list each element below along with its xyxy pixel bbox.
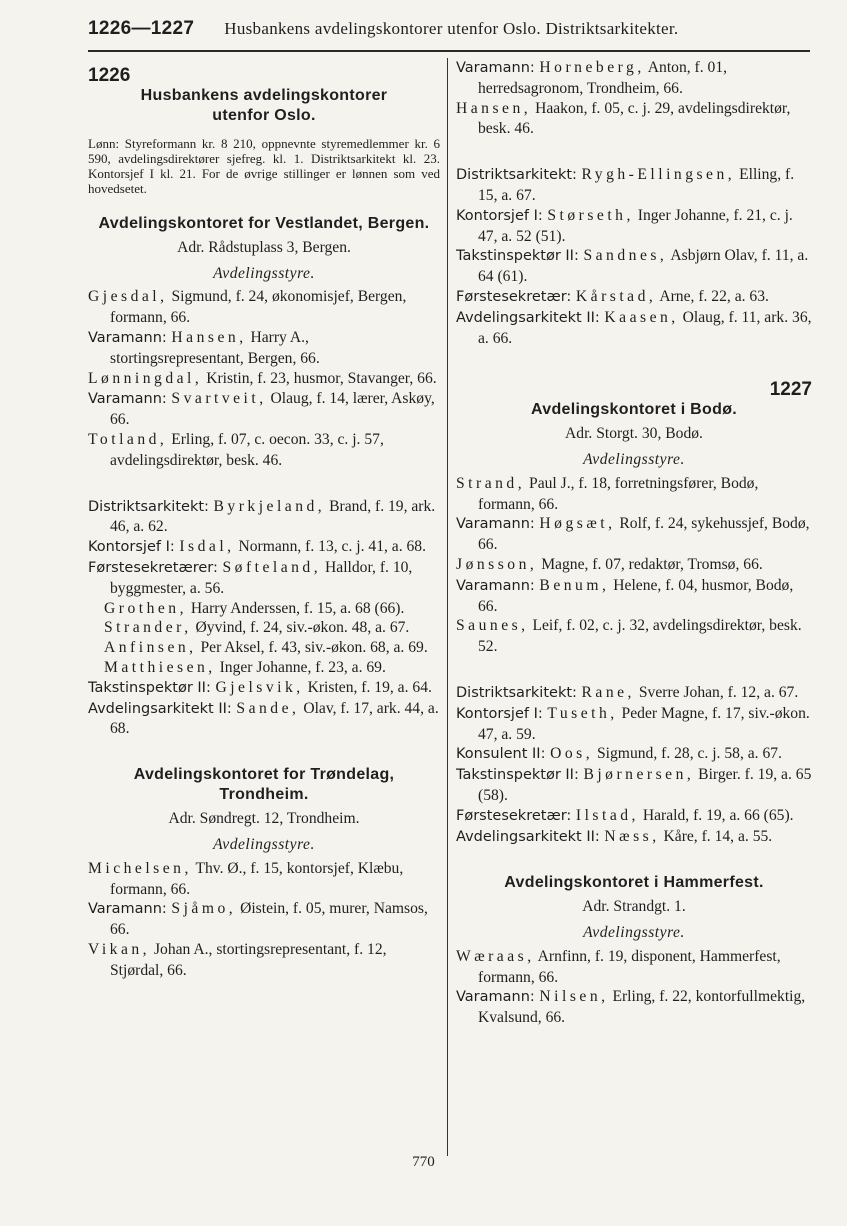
list-item: Varamann: Horneberg, Anton, f. 01, herredsagronom, Trondheim, 66. xyxy=(456,59,728,97)
header-page-range: 1226—1227 xyxy=(88,18,195,39)
list-item: Distriktsarkitekt: Rygh-Ellingsen, Elling, f. 15, a. 67. xyxy=(456,166,795,204)
list-item: Wæraas, Arnfinn, f. 19, disponent, Hammerfest, formann, 66. xyxy=(456,947,781,986)
trondheim-board-heading: Avdelingsstyre. xyxy=(213,835,315,853)
list-item: Gjesdal, Sigmund, f. 24, økonomisjef, Bergen, formann, 66. xyxy=(88,288,407,327)
list-item: Kontorsjef I: Isdal, Normann, f. 13, c. j. 41, a. 68. xyxy=(88,538,426,556)
trondheim-address: Adr. Søndregt. 12, Trondheim. xyxy=(168,810,360,828)
list-item: Strand, Paul J., f. 18, forretningsfører, Bodø, formann, 66. xyxy=(456,474,759,513)
list-item: Førstesekretær: Ilstad, Harald, f. 19, a. 66 (65). xyxy=(456,806,794,824)
bodo-board-heading: Avdelingsstyre. xyxy=(583,450,685,468)
list-item: Avdelingsarkitekt II: Kaasen, Olaug, f. 11, ark. 36, a. 66. xyxy=(456,308,812,347)
bodo-address: Adr. Storgt. 30, Bodø. xyxy=(565,425,703,443)
section-title-line-2: utenfor Oslo. xyxy=(212,106,316,124)
hammerfest-address: Adr. Strandgt. 1. xyxy=(582,898,686,916)
list-item: Jønsson, Magne, f. 07, redaktør, Tromsø, 66. xyxy=(456,555,763,573)
bodo-board-list xyxy=(456,474,812,657)
column-divider xyxy=(447,58,448,1156)
list-item: Avdelingsarkitekt II: Sande, Olav, f. 17, ark. 44, a. 68. xyxy=(88,699,439,738)
list-item: Kontorsjef I: Tuseth, Peder Magne, f. 17, siv.-økon. 47, a. 59. xyxy=(456,704,810,743)
list-item: Konsulent II: Oos, Sigmund, f. 28, c. j. 58, a. 67. xyxy=(456,745,782,763)
list-item: Avdelingsarkitekt II: Næss, Kåre, f. 14, a. 55. xyxy=(456,827,773,845)
list-item: Matthiesen, Inger Johanne, f. 23, a. 69. xyxy=(104,658,386,676)
trondheim-board-list xyxy=(88,859,440,981)
hammerfest-board-heading: Avdelingsstyre. xyxy=(583,924,685,942)
list-item: Totland, Erling, f. 07, c. oecon. 33, c. j. 57, avdelingsdirektør, besk. 46. xyxy=(88,430,384,469)
bergen-heading: Avdelingskontoret for Vestlandet, Bergen. xyxy=(98,214,430,232)
section-number-1226: 1226 xyxy=(88,65,131,86)
header-rule xyxy=(88,50,810,52)
running-header xyxy=(88,18,810,40)
left-column xyxy=(88,58,440,981)
trondheim-heading-line-2: Trondheim. xyxy=(219,786,309,804)
section-title-line-1: Husbankens avdelingskontorer xyxy=(140,86,388,104)
header-title: Husbankens avdelingskontorer utenfor Oslo. Distriktsarkitekter. xyxy=(224,19,679,38)
bergen-board-list xyxy=(88,287,440,470)
list-item: Varamann: Nilsen, Erling, f. 22, kontorfullmektig, Kvalsund, 66. xyxy=(456,988,806,1027)
bergen-address: Adr. Rådstuplass 3, Bergen. xyxy=(177,238,351,256)
hammerfest-heading: Avdelingskontoret i Hammerfest. xyxy=(504,874,764,892)
bodo-staff-list xyxy=(456,683,812,847)
list-item: Kontorsjef I: Størseth, Inger Johanne, f. 21, c. j. 47, a. 52 (51). xyxy=(456,206,793,245)
hammerfest-board-list xyxy=(456,947,812,1028)
list-item: Varamann: Benum, Helene, f. 04, husmor, Bodø, 66. xyxy=(456,576,794,615)
list-item: Lønningdal, Kristin, f. 23, husmor, Stavanger, 66. xyxy=(88,369,437,387)
trondheim-heading-line-1: Avdelingskontoret for Trøndelag, xyxy=(133,766,395,784)
list-item: Takstinspektør II: Bjørnersen, Birger. f. 19, a. 65 (58). xyxy=(456,766,812,804)
salary-note: Lønn: Styreformann kr. 8 210, oppnevnte styremedlemmer kr. 6 590, avdelingsdirektører sjefreg. kl. 1. Distriktsarkitekt kl. 23. Kontorsjef I kl. 21. For de øvrige stillinger er lønnen som ved hovedsetet. xyxy=(88,135,440,196)
list-item: Takstinspektør II: Gjelsvik, Kristen, f. 19, a. 64. xyxy=(88,678,432,696)
right-column xyxy=(456,58,812,1028)
list-item: Varamann: Høgsæt, Rolf, f. 24, sykehussjef, Bodø, 66. xyxy=(456,515,810,554)
list-item: Anfinsen, Per Aksel, f. 43, siv.-økon. 68, a. 69. xyxy=(104,639,428,657)
bodo-heading: Avdelingskontoret i Bodø. xyxy=(530,401,738,419)
section-number-1227: 1227 xyxy=(769,379,812,401)
list-item: Varamann: Sjåmo, Øistein, f. 05, murer, Namsos, 66. xyxy=(88,900,428,939)
trondheim-staff-list xyxy=(456,165,812,348)
page-number: 770 xyxy=(412,1154,435,1170)
list-item: Vikan, Johan A., stortingsrepresentant, f. 12, Stjørdal, 66. xyxy=(88,940,387,979)
list-item: Distriktsarkitekt: Byrkjeland, Brand, f. 19, ark. 46, a. 62. xyxy=(88,497,436,536)
list-item: Hansen, Haakon, f. 05, c. j. 29, avdelingsdirektør, besk. 46. xyxy=(456,99,791,138)
trondheim-board-continued xyxy=(456,58,812,139)
list-item: Grothen, Harry Anderssen, f. 15, a. 68 (66). xyxy=(104,599,405,617)
list-item: Førstesekretærer: Søfteland, Halldor, f. 10, byggmester, a. 56. xyxy=(88,558,413,597)
list-item: Strander, Øyvind, f. 24, siv.-økon. 48, a. 67. xyxy=(104,619,410,637)
list-item: Førstesekretær: Kårstad, Arne, f. 22, a. 63. xyxy=(456,287,769,305)
bergen-staff-list xyxy=(88,497,440,740)
list-item: Varamann: Svartveit, Olaug, f. 14, lærer, Askøy, 66. xyxy=(88,390,435,429)
list-item: Michelsen, Thv. Ø., f. 15, kontorsjef, Klæbu, formann, 66. xyxy=(88,859,404,898)
bergen-board-heading: Avdelingsstyre. xyxy=(213,264,315,282)
list-item: Distriktsarkitekt: Rane, Sverre Johan, f. 12, a. 67. xyxy=(456,683,799,701)
list-item: Saunes, Leif, f. 02, c. j. 32, avdelingsdirektør, besk. 52. xyxy=(456,617,802,656)
list-item: Takstinspektør II: Sandnes, Asbjørn Olav, f. 11, a. 64 (61). xyxy=(456,247,809,286)
list-item: Varamann: Hansen, Harry A., stortingsrepresentant, Bergen, 66. xyxy=(88,328,320,367)
